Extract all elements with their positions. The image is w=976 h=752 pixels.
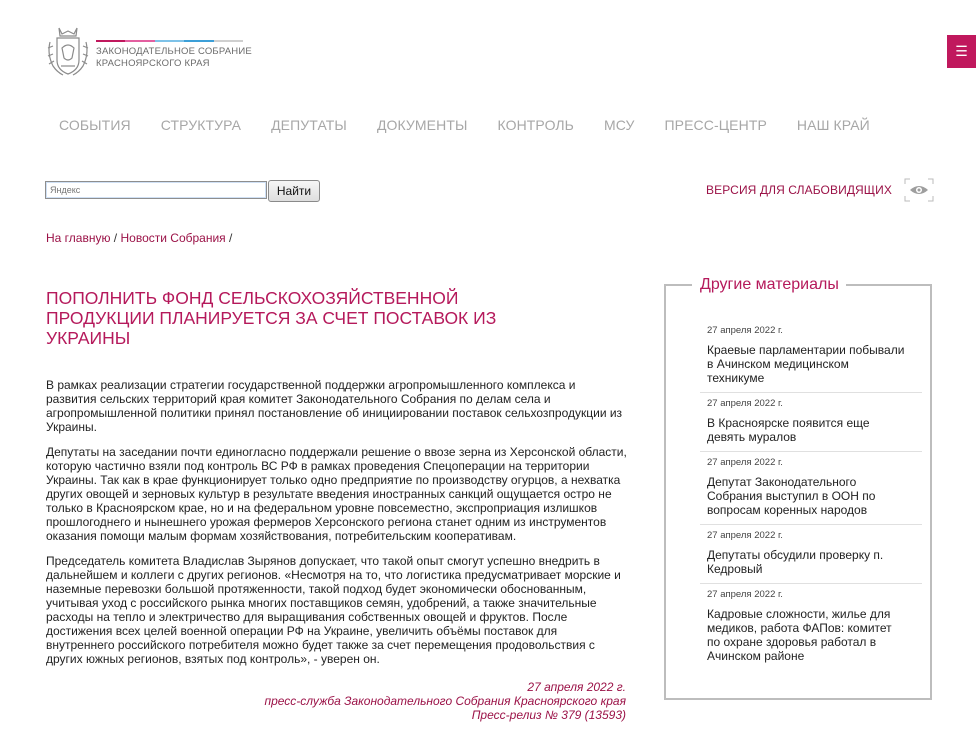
sidebar-item-link[interactable]: Краевые парламентарии побывали в Ачинском медицинском техникуме	[707, 343, 905, 385]
box-border	[664, 284, 692, 286]
sidebar-item-date: 27 апреля 2022 г.	[707, 325, 783, 336]
article-body	[46, 378, 628, 677]
sidebar-item-link[interactable]: Депутат Законодательного Собрания выступил в ООН по вопросам коренных народов	[707, 475, 876, 517]
sidebar-item-date: 27 апреля 2022 г.	[707, 530, 783, 541]
breadcrumb-separator: /	[110, 231, 121, 245]
main-nav	[59, 117, 900, 133]
org-name-line2: КРАСНОЯРСКОГО КРАЯ	[96, 58, 210, 69]
article-title: ПОПОЛНИТЬ ФОНД СЕЛЬСКОХОЗЯЙСТВЕННОЙ ПРОДУКЦИИ ПЛАНИРУЕТСЯ ЗА СЧЕТ ПОСТАВОК ИЗ УКРАИНЫ	[46, 288, 497, 348]
sidebar-item-date: 27 апреля 2022 г.	[707, 589, 783, 600]
hamburger-icon: ☰	[955, 43, 968, 59]
sidebar-item[interactable]	[707, 457, 907, 517]
breadcrumb-home[interactable]: На главную	[46, 231, 111, 245]
logo-color-bar	[96, 40, 243, 42]
sidebar-item-link[interactable]: Депутаты обсудили проверку п. Кедровый	[707, 548, 884, 576]
sidebar-item[interactable]	[707, 398, 907, 444]
breadcrumb	[46, 231, 232, 245]
nav-item-control[interactable]: КОНТРОЛЬ	[497, 117, 574, 133]
nav-item-our-region[interactable]: НАШ КРАЙ	[796, 117, 870, 133]
divider	[700, 451, 922, 452]
article-date: 27 апреля 2022 г.	[527, 680, 626, 694]
box-border	[846, 284, 932, 286]
article-signature	[200, 680, 626, 722]
breadcrumb-news[interactable]: Новости Собрания	[120, 231, 226, 245]
org-name-line1: ЗАКОНОДАТЕЛЬНОЕ СОБРАНИЕ	[96, 46, 252, 57]
menu-button[interactable]	[947, 35, 976, 68]
nav-item-msu[interactable]: МСУ	[603, 117, 635, 133]
coat-of-arms-logo[interactable]	[45, 26, 91, 78]
article-paragraph: Председатель комитета Владислав Зырянов допускает, что такой опыт смогут успешно внедрить в дальнейшем и коллеги с других регионов. «Несмотря на то, что логистика предусматривает морские и наземные перевозки большой протяженности, такой подход будет экономически обоснованным, учитывая уход с российского рынка многих поставщиков семян, удобрений, а также значительные расходы на тепло и электричество для выращивания собственных овощей и фруктов. После достижения всех целей военной операции РФ на Украине, увеличить объёмы поставок для внутреннего российского потребителя можно будет также за счет перемещения продовольствия с других южных регионов, взятых под контроль», - уверен он.	[46, 554, 621, 666]
sidebar-item-link[interactable]: В Красноярске появится еще девять муралов	[707, 416, 870, 444]
accessibility-version-link[interactable]: ВЕРСИЯ ДЛЯ СЛАБОВИДЯЩИХ	[706, 183, 892, 197]
divider	[700, 524, 922, 525]
eye-icon[interactable]	[904, 178, 934, 202]
other-materials-heading: Другие материалы	[700, 276, 839, 293]
article-paragraph: Депутаты на заседании почти единогласно поддержали решение о ввозе зерна из Херсонской области, которую частично взяли под контроль ВС РФ в рамках проведения Спецоперации на территории Украины. Так как в крае функционирует только одно предприятие по производству огурцов, а нехватка других овощей и зерновых культур в результате введения иностранных санкций ощущается остро не только в Красноярском крае, но и на федеральном уровне повсеместно, экспроприация излишков прошлогоднего и нынешнего урожая фермеров Херсонского региона станет одним из инструментов оказания помощи малым формам хозяйствования, потребительским кооперативам.	[46, 445, 627, 543]
org-name[interactable]	[96, 46, 252, 70]
press-release-number: Пресс-релиз № 379 (13593)	[471, 708, 626, 722]
sidebar-item-link[interactable]: Кадровые сложности, жилье для медиков, работа ФАПов: комитет по охране здоровья работал в Ачинском районе	[707, 607, 892, 663]
nav-item-deputies[interactable]: ДЕПУТАТЫ	[271, 117, 347, 133]
sidebar-item[interactable]	[707, 589, 907, 663]
nav-item-events[interactable]: СОБЫТИЯ	[59, 117, 131, 133]
nav-item-press-center[interactable]: ПРЕСС-ЦЕНТР	[664, 117, 767, 133]
nav-item-documents[interactable]: ДОКУМЕНТЫ	[376, 117, 468, 133]
nav-item-structure[interactable]: СТРУКТУРА	[160, 117, 242, 133]
search-input[interactable]	[45, 181, 267, 199]
search-button[interactable]: Найти	[268, 180, 320, 202]
sidebar-item[interactable]	[707, 325, 907, 385]
article-source: пресс-служба Законодательного Собрания Красноярского края	[264, 694, 626, 708]
sidebar-item[interactable]	[707, 530, 907, 576]
sidebar-item-date: 27 апреля 2022 г.	[707, 457, 783, 468]
sidebar-item-date: 27 апреля 2022 г.	[707, 398, 783, 409]
divider	[700, 583, 922, 584]
breadcrumb-separator: /	[225, 231, 233, 245]
article-paragraph: В рамках реализации стратегии государственной поддержки агропромышленного комплекса и развития сельских территорий края комитет Законодательного Собрания по делам села и агропромышленной политики принял постановление об инициировании поставок сельхозпродукции из Украины.	[46, 378, 623, 434]
divider	[700, 392, 922, 393]
